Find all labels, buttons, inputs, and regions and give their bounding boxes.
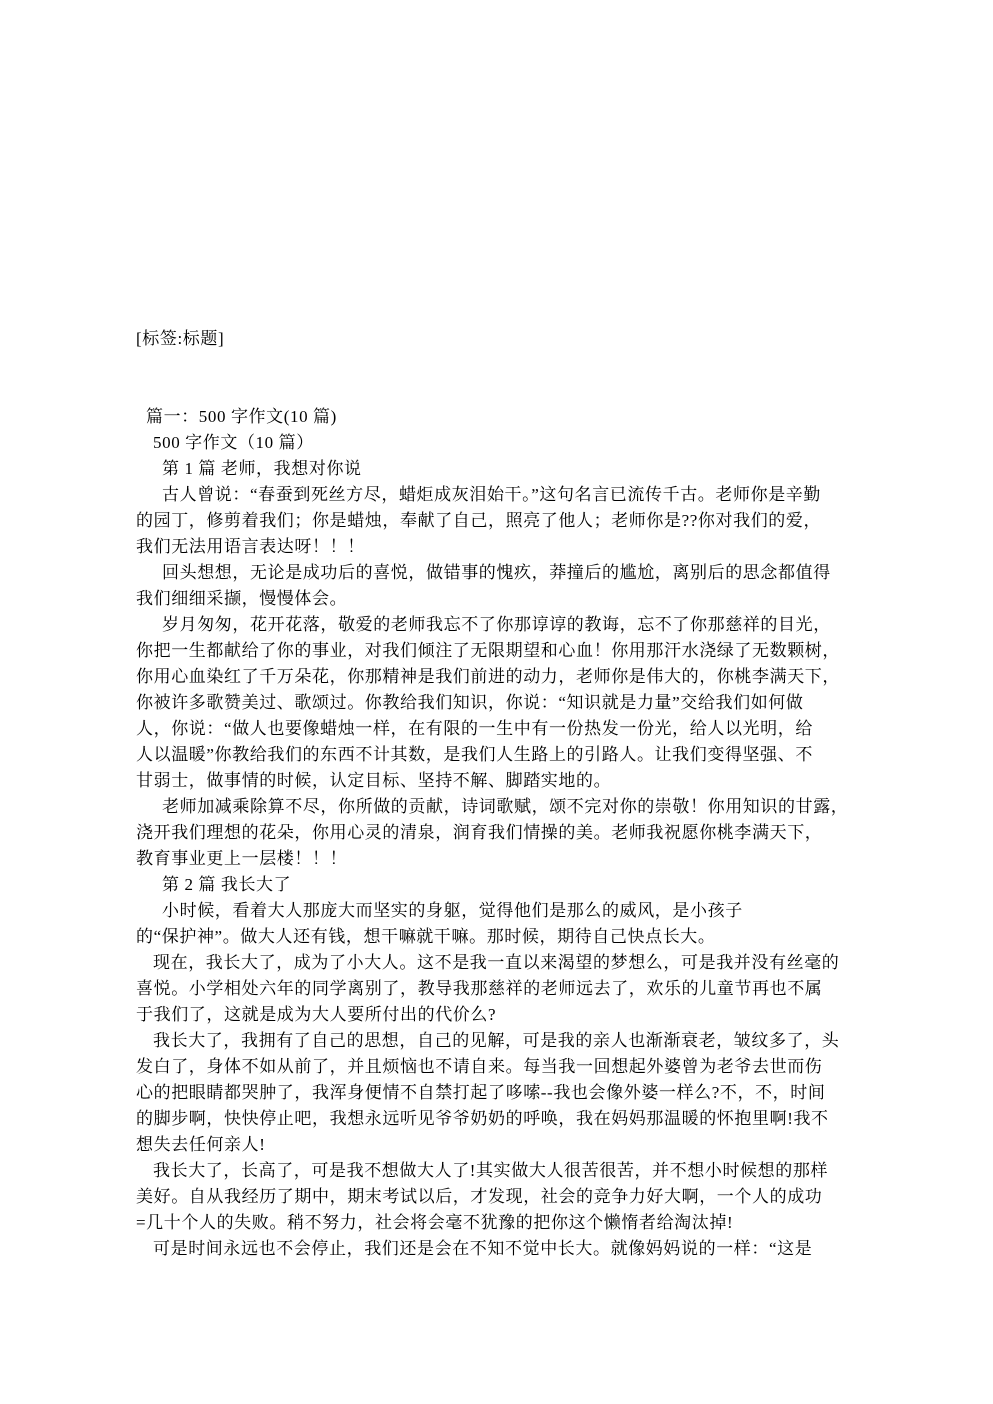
text-line: 回头想想，无论是成功后的喜悦，做错事的愧疚，莽撞后的尴尬，离别后的思念都值得: [162, 563, 831, 582]
text-line: 于我们了，这就是成为大人要所付出的代价么?: [136, 1005, 497, 1024]
text-line: 岁月匆匆，花开花落，敬爱的老师我忘不了你那谆谆的教诲，忘不了你那慈祥的目光，: [162, 615, 831, 634]
text-line: 人，你说：“做人也要像蜡烛一样，在有限的一生中有一份热发一份光，给人以光明，给: [136, 719, 813, 738]
text-line: 心的把眼睛都哭肿了，我浑身便情不自禁打起了哆嗦--我也会像外婆一样么?不，不，时间: [136, 1083, 826, 1102]
text-line: 甘弱士，做事情的时候，认定目标、坚持不解、脚踏实地的。: [136, 771, 612, 790]
tag-placeholder: [标签:标题]: [136, 329, 225, 348]
text-line: 浇开我们理想的花朵，你用心灵的清泉，润育我们情操的美。老师我祝愿你桃李满天下，: [136, 823, 823, 842]
text-line: 发白了，身体不如从前了，并且烦恼也不请自来。每当我一回想起外婆曾为老爷去世而伤: [136, 1057, 823, 1076]
document-text-block: [136, 326, 852, 1262]
text-line: 的“保护神”。做大人还有钱，想干嘛就干嘛。那时候，期待自己快点长大。: [136, 927, 716, 946]
text-line: 现在，我长大了，成为了小大人。这不是我一直以来渴望的梦想么，可是我并没有丝毫的: [153, 953, 840, 972]
text-line: 我长大了，长高了，可是我不想做大人了!其实做大人很苦很苦，并不想小时候想的那样: [153, 1161, 829, 1180]
text-line: 教育事业更上一层楼！！！: [136, 849, 348, 868]
text-line: 的园丁，修剪着我们；你是蜡烛，奉献了自己，照亮了他人；老师你是??你对我们的爱，: [136, 511, 822, 530]
text-line: =几十个人的失败。稍不努力，社会将会毫不犹豫的把你这个懒惰者给淘汰掉!: [136, 1213, 734, 1232]
text-line: 小时候，看着大人那庞大而坚实的身躯，觉得他们是那么的威风，是小孩子: [162, 901, 743, 920]
blank-line: [136, 352, 852, 378]
text-line: 我们细细采撷，慢慢体会。: [136, 589, 348, 608]
blank-line: [136, 378, 852, 404]
text-line: 你被许多歌赞美过、歌颂过。你教给我们知识，你说：“知识就是力量”交给我们如何做: [136, 693, 804, 712]
text-line: 古人曾说：“春蚕到死丝方尽，蜡炬成灰泪始干。”这句名言已流传千古。老师你是辛勤: [162, 485, 821, 504]
text-line: 喜悦。小学相处六年的同学离别了，教导我那慈祥的老师远去了，欢乐的儿童节再也不属: [136, 979, 823, 998]
part-heading: 篇一：500 字作文(10 篇): [146, 407, 337, 426]
essay-2-title: 第 2 篇 我长大了: [162, 875, 292, 894]
collection-title: 500 字作文（10 篇）: [153, 433, 314, 452]
text-line: 老师加减乘除算不尽，你所做的贡献，诗词歌赋，颂不完对你的崇敬！你用知识的甘露，: [162, 797, 849, 816]
text-line: 的脚步啊，快快停止吧，我想永远听见爷爷奶奶的呼唤，我在妈妈那温暖的怀抱里啊!我不: [136, 1109, 829, 1128]
text-line: 你把一生都献给了你的事业，对我们倾注了无限期望和心血！你用那汗水浇绿了无数颗树，: [136, 641, 840, 660]
text-line: 我们无法用语言表达呀！！！: [136, 537, 365, 556]
text-line: 想失去任何亲人!: [136, 1135, 266, 1154]
essay-1-title: 第 1 篇 老师，我想对你说: [162, 459, 362, 478]
text-line: 你用心血染红了千万朵花，你那精神是我们前进的动力，老师你是伟大的，你桃李满天下，: [136, 667, 840, 686]
text-line: 美好。自从我经历了期中，期末考试以后，才发现，社会的竞争力好大啊，一个人的成功: [136, 1187, 823, 1206]
text-line: 我长大了，我拥有了自己的思想，自己的见解，可是我的亲人也渐渐衰老，皱纹多了，头: [153, 1031, 840, 1050]
text-line: 人以温暖”你教给我们的东西不计其数，是我们人生路上的引路人。让我们变得坚强、不: [136, 745, 813, 764]
text-line: 可是时间永远也不会停止，我们还是会在不知不觉中长大。就像妈妈说的一样：“这是: [153, 1239, 813, 1258]
